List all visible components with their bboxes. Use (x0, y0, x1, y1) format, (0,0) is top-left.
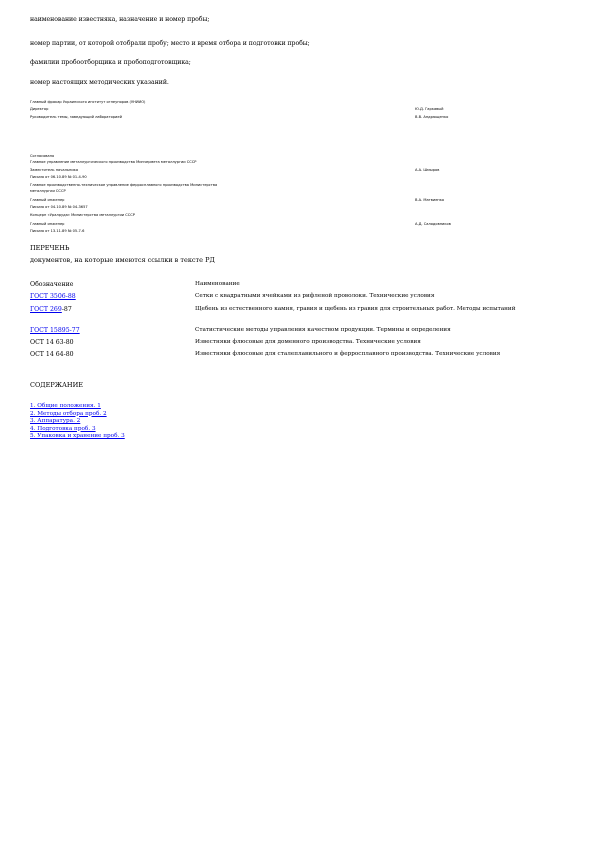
letter-3-line: Письмо от 13.11.89 № 05-7-6 (30, 229, 85, 233)
chief-engineer-2-label: Главный инженер (30, 222, 65, 226)
document-code: ОСТ 14 63-80 (30, 339, 74, 346)
references-title: ПЕРЕЧЕНЬ (30, 244, 70, 252)
document-code (30, 306, 72, 313)
column-header-code: Обозначение (30, 281, 74, 288)
agreed-label: Согласовано (30, 154, 55, 158)
lab-head-label: Руководитель темы, заведующий лабораторией (30, 115, 122, 119)
glavk-2-line-a: Главное производственно-техническое управление ферросплавного производства Министерства (30, 183, 218, 187)
chief-engineer-1-name: В.А. Матвиенко (415, 198, 445, 202)
document-name: Статистические методы управления качеством продукции. Термины и определения (195, 327, 451, 333)
director-name: Ю.Д. Гаркавый (415, 107, 444, 111)
toc-item-3[interactable]: 3. Аппаратура. 2 (30, 418, 81, 424)
document-name: Известняки флюсовые для сталеплавильного и ферросплавного производства. Технические условия (195, 351, 501, 357)
chief-engineer-2-name: А.Д. Салодовников (415, 222, 451, 226)
toc-title: СОДЕРЖАНИЕ (30, 381, 84, 389)
letter-2-line: Письмо от 04.10.89 № 04-3657 (30, 205, 88, 209)
document-code (30, 327, 80, 334)
intro-line-1: наименование известняка, назначение и номер пробы; (30, 16, 210, 23)
glavk-1-line: Главное управление металлургического производства Минчермета металлургии СССР (30, 160, 197, 164)
letter-1-line: Письмо от 06.10.89 № 01-4-90 (30, 175, 87, 179)
director-label: Директор (30, 107, 49, 111)
document-code-link[interactable]: ГОСТ 3506-88 (30, 293, 76, 300)
document-name: Сетки с квадратными ячейками из рифленой проволоки. Технические условия (195, 293, 435, 299)
toc-item-1[interactable]: 1. Общие положения. 1 (30, 403, 101, 409)
intro-line-4: номер настоящих методических указаний. (30, 79, 169, 86)
intro-line-2: номер партии, от которой отобрали пробу; место и время отбора и подготовки пробы; (30, 40, 310, 47)
toc-item-4[interactable]: 4. Подготовка проб. 3 (30, 425, 96, 432)
chief-engineer-1-label: Главный инженер (30, 198, 65, 202)
document-code (30, 293, 76, 300)
document-name: Известняки флюсовые для доменного производства. Технические условия (195, 339, 421, 345)
concern-line: Концерн «Уралруда» Министерства металлургии СССР (30, 213, 135, 217)
document-code-suffix: -87 (61, 306, 72, 313)
references-subtitle: документов, на которые имеются ссылки в тексте РД (30, 256, 215, 264)
institute-head-line: Главный фракар Украинского институт огнеупоров (УНИИО) (30, 100, 146, 104)
document-code: ОСТ 14 64-80 (30, 351, 74, 358)
deputy-head-label: Заместитель начальника (30, 168, 79, 172)
toc-item-2[interactable]: 2. Методы отбора проб. 2 (30, 410, 107, 417)
document-name: Щебень из естественного камня, гравия и щебень из гравия для строительных работ. Методы испытаний (195, 306, 516, 312)
intro-line-3: фамилии пробоотборщика и пробоподготовщика; (30, 59, 191, 66)
lab-head-name: В.В. Андрющенко (415, 115, 449, 119)
deputy-head-name: А.А. Шмыров (415, 168, 440, 172)
document-code-link[interactable]: ГОСТ 269 (30, 306, 62, 313)
glavk-2-line-b: металлургии СССР (30, 189, 66, 193)
table-of-contents (30, 403, 125, 441)
document-code-link[interactable]: ГОСТ 15895-77 (30, 327, 80, 334)
column-header-name: Наименование (195, 281, 240, 287)
toc-item-5[interactable]: 5. Упаковка и хранение проб. 3 (30, 433, 125, 439)
